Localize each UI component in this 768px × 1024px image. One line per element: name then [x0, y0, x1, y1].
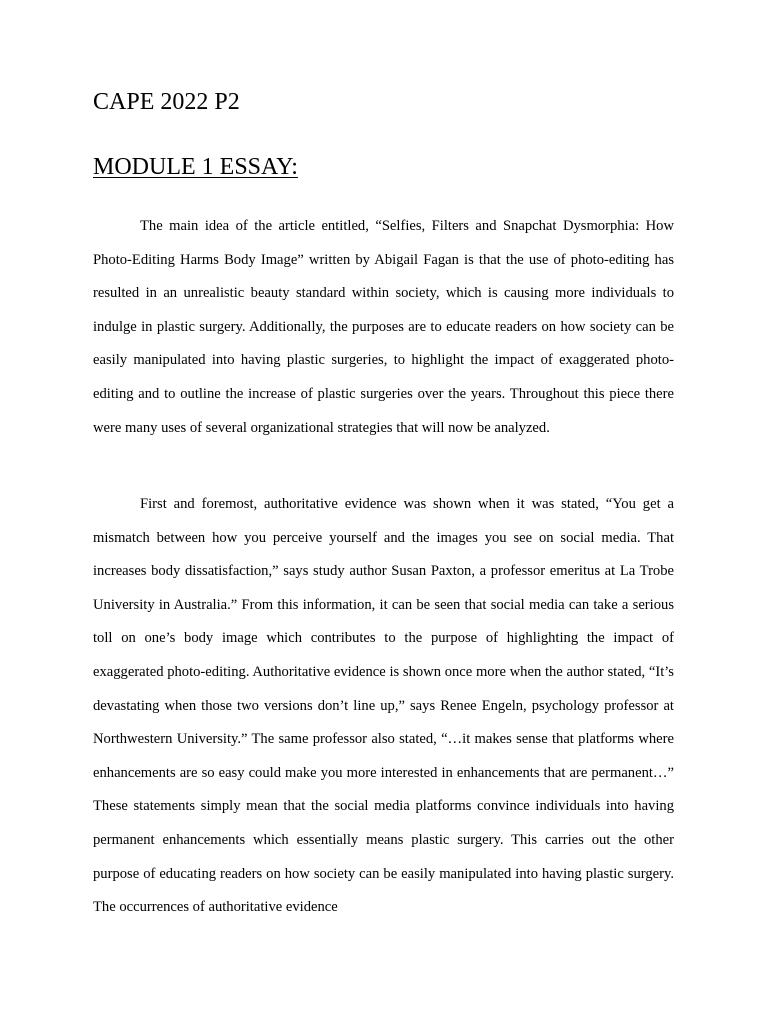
- paragraph-1: The main idea of the article entitled, “Selfies, Filters and Snapchat Dysmorphia: How Photo-Editing Harms Body Image” written by Abigail Fagan is that the use of photo-editing has resulted in an unrealistic beauty standard within society, which is causing more individuals to indulge in plastic surgery. Additionally, the purposes are to educate readers on how society can be easily manipulated into having plastic surgeries, to highlight the impact of exaggerated photo-editing and to outline the increase of plastic surgeries over the years. Throughout this piece there were many uses of several organizational strategies that will now be analyzed.: [93, 218, 674, 436]
- document-title: CAPE 2022 P2: [93, 89, 240, 115]
- section-heading: MODULE 1 ESSAY:: [93, 154, 298, 180]
- paragraph-2: First and foremost, authoritative evidence was shown when it was stated, “You get a mismatch between how you perceive yourself and the images you see on social media. That increases body dissatisfaction,” says study author Susan Paxton, a professor emeritus at La Trobe University in Australia.” From this information, it can be seen that social media can take a serious toll on one’s body image which contributes to the purpose of highlighting the impact of exaggerated photo-editing. Authoritative evidence is shown once more when the author stated, “It’s devastating when those two versions don’t line up,” says Renee Engeln, psychology professor at Northwestern University.” The same professor also stated, “…it makes sense that platforms where enhancements are so easy could make you more interested in enhancements that are permanent…” These statements simply mean that the social media platforms convince individuals into having permanent enhancements which essentially means plastic surgery. This carries out the other purpose of educating readers on how society can be easily manipulated into having plastic surgery. The occurrences of authoritative evidence: [93, 496, 674, 916]
